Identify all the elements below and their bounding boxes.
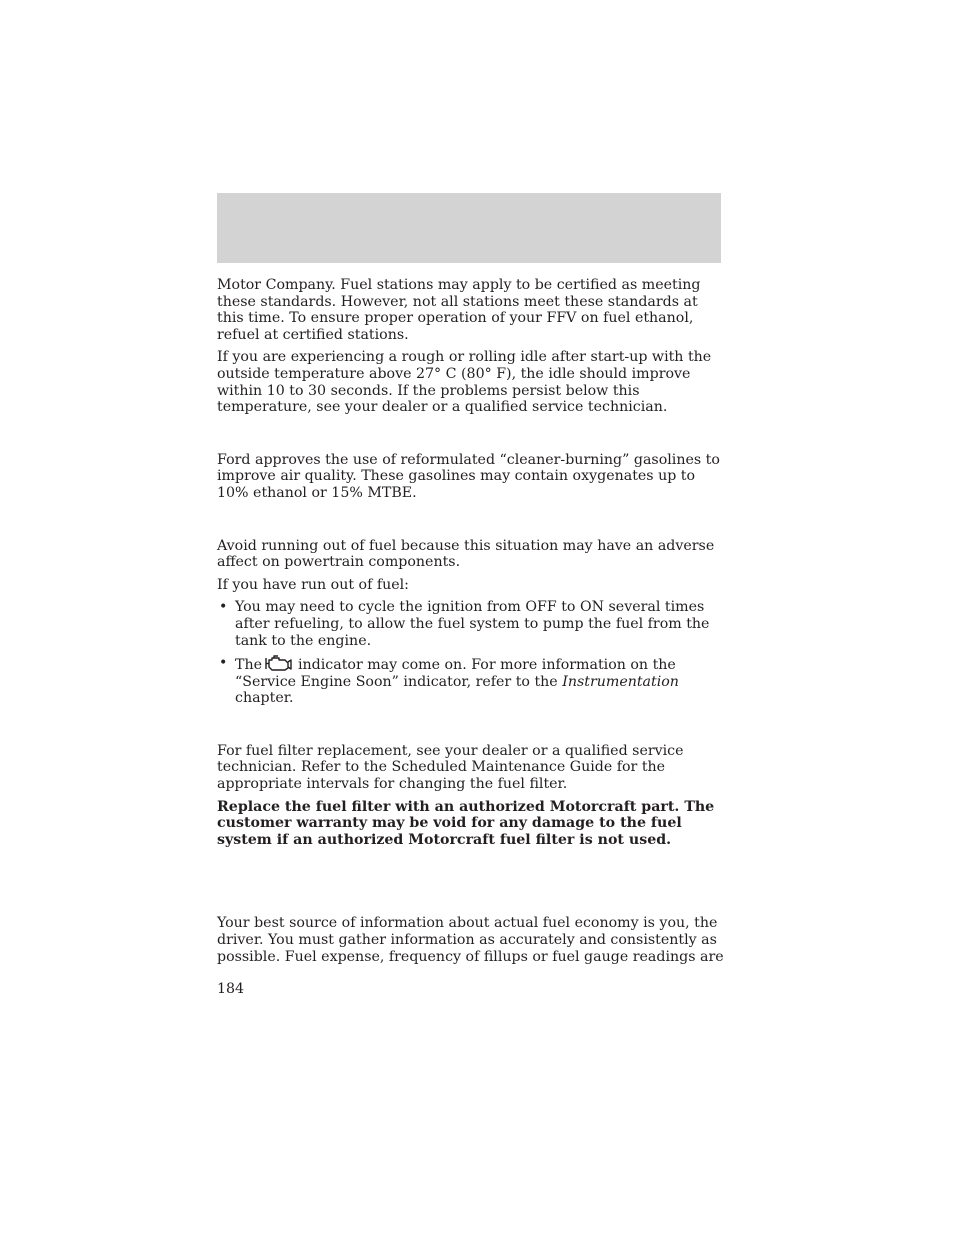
paragraph-if-run-out: If you have run out of fuel: <box>217 576 409 593</box>
check-engine-icon <box>264 655 294 672</box>
bullet-cycle-ignition <box>217 599 725 649</box>
bullet-prefix: The <box>235 657 262 674</box>
paragraph-running-out-of-fuel: Avoid running out of fuel because this situation may have an adverse affect on powertrain components. <box>217 537 715 571</box>
bullet-text: You may need to cycle the ignition from OFF to ON several times after refueling, to allow the fuel system to pump the fuel from the tank to the engine. <box>235 599 710 649</box>
paragraph-fuel-filter-warning: Replace the fuel filter with an authorized Motorcraft part. The customer warranty may be void for any damage to the fuel system if an authorized Motorcraft fuel filter is not used. <box>217 798 715 848</box>
paragraph-ffv-certified-stations: Motor Company. Fuel stations may apply to be certified as meeting these standards. However, not all stations meet these standards at this time. To ensure proper operation of your FFV on fuel ethanol, refuel at certified stations. <box>217 277 701 343</box>
bullet-marker: • <box>219 599 228 616</box>
bullet-instrumentation-ref: Instrumentation <box>562 673 679 690</box>
paragraph-rough-idle: If you are experiencing a rough or rolling idle after start-up with the outside temperature above 27° C (80° F), the idle should improve within 10 to 30 seconds. If the problems persist below this temperature, see your dealer or a qualified service technician. <box>217 349 712 416</box>
page-body <box>217 277 725 965</box>
page-number: 184 <box>217 981 245 997</box>
paragraph-fuel-filter: For fuel filter replacement, see your dealer or a qualified service technician. Refer to the Scheduled Maintenance Guide for the appropriate intervals for changing the fuel filter. <box>217 742 684 793</box>
paragraph-reformulated-gasoline: Ford approves the use of reformulated “cleaner-burning” gasolines to improve air quality. These gasolines may contain oxygenates up to 10% ethanol or 15% MTBE. <box>217 451 720 501</box>
bullet-middle: indicator may come on. For more information on the “Service Engine Soon” indicator, refer to the <box>235 657 676 690</box>
bullet-indicator <box>217 655 725 707</box>
paragraph-fuel-economy: Your best source of information about actual fuel economy is you, the driver. You must gather information as accurately and consistently as possible. Fuel expense, frequency of fillups or fuel gauge readings are <box>217 915 724 965</box>
section-header-band <box>217 193 721 263</box>
bullet-suffix: chapter. <box>235 690 294 707</box>
bullet-marker: • <box>219 655 228 672</box>
